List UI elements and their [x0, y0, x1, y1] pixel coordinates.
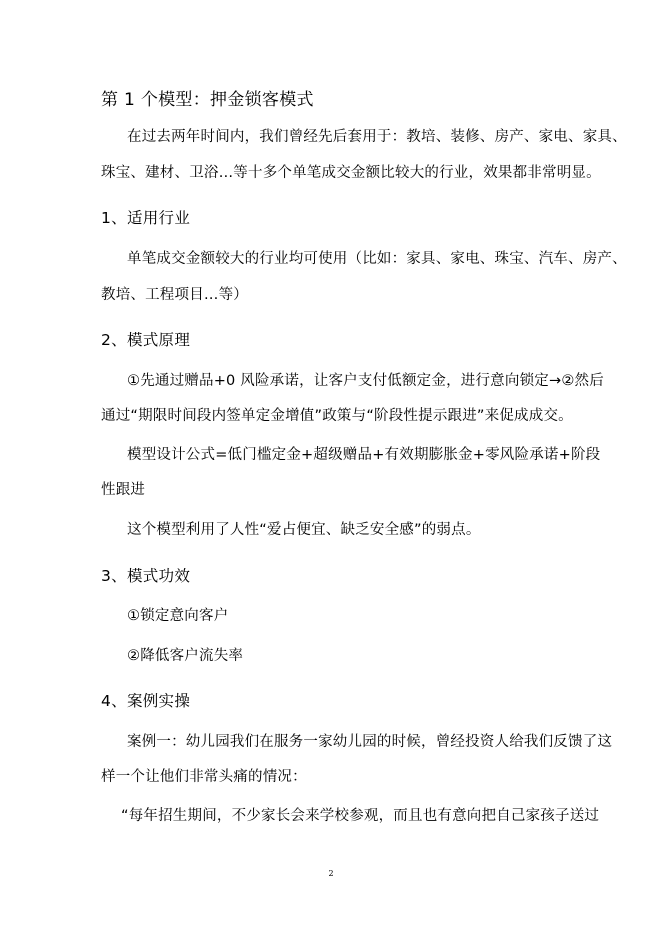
section-2-heading: 2、模式原理: [101, 331, 191, 349]
section-4-paragraph-1-line-2: 样一个让他们非常头痛的情况：: [101, 769, 307, 785]
section-3-heading: 3、模式功效: [101, 567, 191, 585]
section-1-line-1: 单笔成交金额较大的行业均可使用（比如：家具、家电、珠宝、汽车、房产、: [127, 251, 627, 267]
section-2-formula-line-1: 模型设计公式=低门槛定金+超级赠品+有效期膨胀金+零风险承诺+阶段: [127, 447, 601, 463]
section-4-heading: 4、案例实操: [101, 692, 191, 710]
page-number: 2: [328, 869, 334, 878]
section-2-paragraph-1-line-2: 通过“期限时间段内签单定金增值”政策与“阶段性提示跟进”来促成成交。: [101, 408, 573, 424]
document-title: 第 1 个模型：押金锁客模式: [101, 90, 314, 110]
section-2-formula-line-2: 性跟进: [101, 482, 146, 498]
intro-line-1: 在过去两年时间内，我们曾经先后套用于：教培、装修、房产、家电、家具、: [127, 129, 627, 145]
section-3-item-2: ②降低客户流失率: [127, 648, 244, 664]
section-2-paragraph-3: 这个模型利用了人性“爱占便宜、缺乏安全感”的弱点。: [127, 522, 481, 538]
section-4-paragraph-1-line-1: 案例一：幼儿园我们在服务一家幼儿园的时候，曾经投资人给我们反馈了这: [127, 734, 613, 750]
section-1-heading: 1、适用行业: [101, 209, 191, 227]
section-1-line-2: 教培、工程项目…等）: [101, 287, 248, 303]
section-2-paragraph-1-line-1: ①先通过赠品+0 风险承诺，让客户支付低额定金，进行意向锁定→②然后: [127, 373, 604, 389]
intro-line-2: 珠宝、建材、卫浴…等十多个单笔成交金额比较大的行业，效果都非常明显。: [101, 165, 601, 181]
section-3-item-1: ①锁定意向客户: [127, 608, 229, 624]
section-4-paragraph-2-line-1: “每年招生期间，不少家长会来学校参观，而且也有意向把自己家孩子送过: [121, 808, 600, 824]
